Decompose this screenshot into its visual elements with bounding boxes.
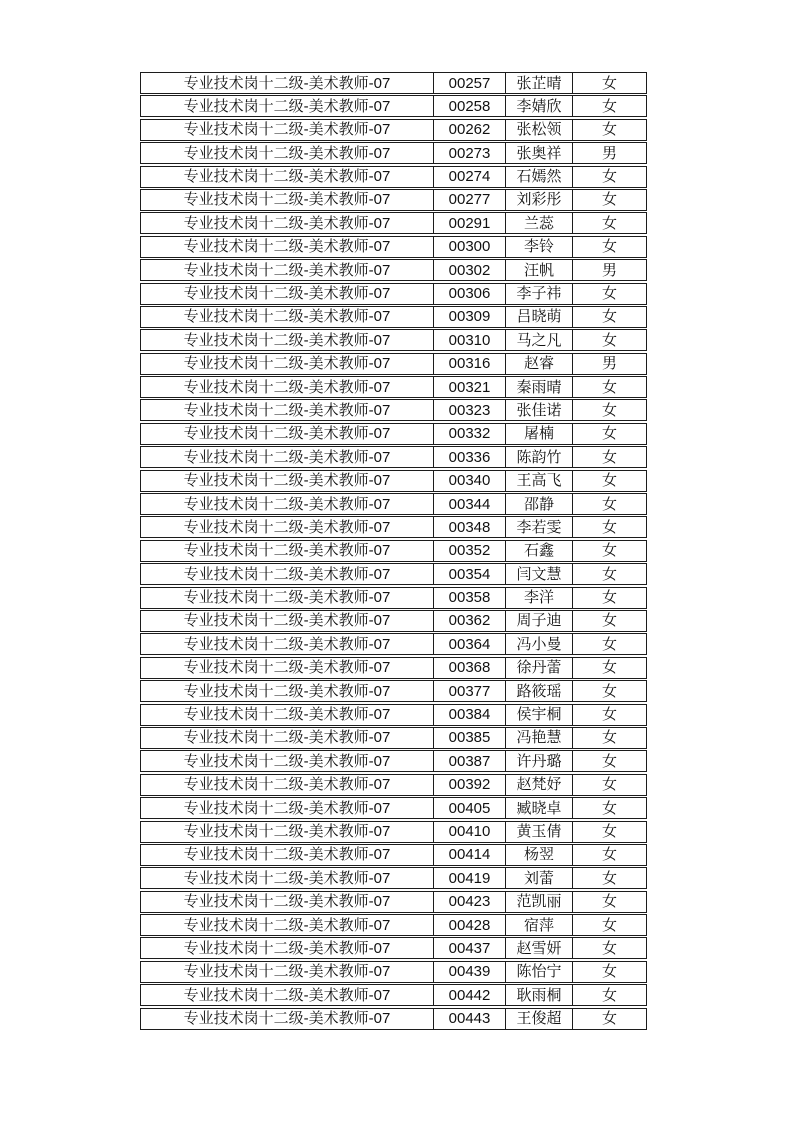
number-cell: 00385 [433, 728, 505, 748]
gender-cell: 女 [572, 751, 646, 771]
name-cell: 臧晓卓 [505, 798, 572, 818]
number-cell: 00309 [433, 307, 505, 327]
gender-cell: 女 [572, 447, 646, 467]
number-cell: 00410 [433, 822, 505, 842]
position-cell: 专业技术岗十二级-美术教师-07 [183, 495, 391, 513]
table-row [140, 727, 647, 749]
table-row [140, 399, 647, 421]
position-cell: 专业技术岗十二级-美术教师-07 [183, 612, 391, 630]
position-cell: 专业技术岗十二级-美术教师-07 [183, 238, 391, 256]
number-cell: 00277 [433, 190, 505, 210]
position-cell: 专业技术岗十二级-美术教师-07 [183, 823, 391, 840]
gender-cell: 女 [572, 494, 646, 514]
table-row [140, 259, 647, 281]
number-cell: 00323 [433, 400, 505, 420]
gender-cell: 女 [572, 892, 646, 912]
table-row [140, 1008, 647, 1030]
number-cell: 00310 [433, 330, 505, 350]
position-cell: 专业技术岗十二级-美术教师-07 [183, 401, 391, 419]
position-cell: 专业技术岗十二级-美术教师-07 [183, 518, 391, 536]
name-cell: 李婧欣 [505, 96, 572, 116]
table-row [140, 142, 647, 164]
number-cell: 00443 [433, 1009, 505, 1029]
number-cell: 00419 [433, 868, 505, 888]
table-row [140, 984, 647, 1006]
table-row [140, 306, 647, 328]
table-row [140, 844, 647, 866]
name-cell: 石鑫 [505, 541, 572, 561]
table-row [140, 212, 647, 234]
name-cell: 屠楠 [505, 424, 572, 444]
position-cell: 专业技术岗十二级-美术教师-07 [183, 752, 391, 770]
gender-cell: 女 [572, 611, 646, 631]
position-cell: 专业技术岗十二级-美术教师-07 [183, 776, 391, 794]
name-cell: 许丹璐 [505, 751, 572, 771]
number-cell: 00405 [433, 798, 505, 818]
position-cell: 专业技术岗十二级-美术教师-07 [183, 285, 391, 303]
position-cell: 专业技术岗十二级-美术教师-07 [183, 565, 391, 583]
number-cell: 00274 [433, 167, 505, 187]
number-cell: 00300 [433, 237, 505, 257]
number-cell: 00257 [433, 73, 505, 93]
position-cell: 专业技术岗十二级-美术教师-07 [183, 893, 391, 911]
table-row [140, 704, 647, 726]
table-row [140, 72, 647, 94]
gender-cell: 女 [572, 915, 646, 935]
position-cell: 专业技术岗十二级-美术教师-07 [183, 682, 391, 700]
name-cell: 陈韵竹 [505, 447, 572, 467]
gender-cell: 女 [572, 1009, 646, 1029]
position-cell: 专业技术岗十二级-美术教师-07 [183, 121, 391, 139]
number-cell: 00364 [433, 634, 505, 654]
gender-cell: 女 [572, 564, 646, 584]
gender-cell: 女 [572, 424, 646, 444]
number-cell: 00362 [433, 611, 505, 631]
name-cell: 王高飞 [505, 471, 572, 491]
gender-cell: 女 [572, 658, 646, 678]
number-cell: 00258 [433, 96, 505, 116]
gender-cell: 女 [572, 541, 646, 561]
gender-cell: 女 [572, 798, 646, 818]
gender-cell: 男 [572, 260, 646, 280]
name-cell: 宿萍 [505, 915, 572, 935]
name-cell: 耿雨桐 [505, 985, 572, 1005]
gender-cell: 女 [572, 681, 646, 701]
number-cell: 00316 [433, 354, 505, 374]
gender-cell: 女 [572, 705, 646, 725]
name-cell: 徐丹蕾 [505, 658, 572, 678]
number-cell: 00439 [433, 962, 505, 982]
position-cell: 专业技术岗十二级-美术教师-07 [183, 378, 391, 396]
gender-cell: 女 [572, 588, 646, 608]
table-row [140, 797, 647, 819]
table-row [140, 633, 647, 655]
number-cell: 00306 [433, 284, 505, 304]
name-cell: 侯宇桐 [505, 705, 572, 725]
number-cell: 00377 [433, 681, 505, 701]
position-cell: 专业技术岗十二级-美术教师-07 [183, 1010, 391, 1028]
table-row [140, 867, 647, 889]
position-cell: 专业技术岗十二级-美术教师-07 [183, 706, 391, 724]
name-cell: 张奥祥 [505, 143, 572, 163]
table-row [140, 587, 647, 609]
table-row [140, 283, 647, 305]
name-cell: 范凯丽 [505, 892, 572, 912]
table-row [140, 236, 647, 258]
table-row [140, 376, 647, 398]
number-cell: 00354 [433, 564, 505, 584]
gender-cell: 女 [572, 634, 646, 654]
gender-cell: 女 [572, 284, 646, 304]
gender-cell: 女 [572, 330, 646, 350]
name-cell: 张芷晴 [505, 73, 572, 93]
gender-cell: 女 [572, 938, 646, 958]
name-cell: 马之凡 [505, 330, 572, 350]
number-cell: 00291 [433, 213, 505, 233]
gender-cell: 女 [572, 120, 646, 140]
name-cell: 路筱瑶 [505, 681, 572, 701]
name-cell: 李铃 [505, 237, 572, 257]
name-cell: 吕晓萌 [505, 307, 572, 327]
number-cell: 00262 [433, 120, 505, 140]
position-cell: 专业技术岗十二级-美术教师-07 [183, 331, 391, 349]
name-cell: 汪帆 [505, 260, 572, 280]
name-cell: 冯艳慧 [505, 728, 572, 748]
gender-cell: 女 [572, 775, 646, 795]
name-cell: 赵梵妤 [505, 775, 572, 795]
number-cell: 00414 [433, 845, 505, 865]
table-row [140, 937, 647, 959]
name-cell: 刘蕾 [505, 868, 572, 888]
position-cell: 专业技术岗十二级-美术教师-07 [183, 799, 391, 817]
gender-cell: 女 [572, 190, 646, 210]
table-row [140, 166, 647, 188]
table-row [140, 891, 647, 913]
table-row [140, 119, 647, 141]
gender-cell: 女 [572, 96, 646, 116]
name-cell: 李子祎 [505, 284, 572, 304]
number-cell: 00428 [433, 915, 505, 935]
table-row [140, 493, 647, 515]
name-cell: 张佳诺 [505, 400, 572, 420]
number-cell: 00344 [433, 494, 505, 514]
name-cell: 冯小曼 [505, 634, 572, 654]
position-cell: 专业技术岗十二级-美术教师-07 [183, 846, 391, 864]
table-row [140, 446, 647, 468]
gender-cell: 女 [572, 517, 646, 537]
gender-cell: 女 [572, 471, 646, 491]
number-cell: 00332 [433, 424, 505, 444]
table-row [140, 774, 647, 796]
gender-cell: 女 [572, 73, 646, 93]
gender-cell: 女 [572, 167, 646, 187]
name-cell: 李洋 [505, 588, 572, 608]
number-cell: 00387 [433, 751, 505, 771]
position-cell: 专业技术岗十二级-美术教师-07 [183, 963, 391, 981]
name-cell: 刘彩彤 [505, 190, 572, 210]
number-cell: 00423 [433, 892, 505, 912]
table-row [140, 353, 647, 375]
gender-cell: 男 [572, 143, 646, 163]
roster-table [140, 72, 647, 1030]
number-cell: 00273 [433, 143, 505, 163]
table-row [140, 540, 647, 562]
gender-cell: 女 [572, 307, 646, 327]
position-cell: 专业技术岗十二级-美术教师-07 [183, 144, 391, 162]
number-cell: 00384 [433, 705, 505, 725]
gender-cell: 女 [572, 213, 646, 233]
position-cell: 专业技术岗十二级-美术教师-07 [183, 425, 391, 443]
position-cell: 专业技术岗十二级-美术教师-07 [183, 168, 391, 186]
name-cell: 李若雯 [505, 517, 572, 537]
gender-cell: 女 [572, 962, 646, 982]
gender-cell: 男 [572, 354, 646, 374]
name-cell: 周子迪 [505, 611, 572, 631]
name-cell: 赵雪妍 [505, 938, 572, 958]
name-cell: 兰蕊 [505, 213, 572, 233]
position-cell: 专业技术岗十二级-美术教师-07 [183, 542, 391, 560]
gender-cell: 女 [572, 400, 646, 420]
gender-cell: 女 [572, 237, 646, 257]
number-cell: 00352 [433, 541, 505, 561]
gender-cell: 女 [572, 728, 646, 748]
name-cell: 赵睿 [505, 354, 572, 374]
position-cell: 专业技术岗十二级-美术教师-07 [183, 659, 391, 677]
position-cell: 专业技术岗十二级-美术教师-07 [183, 355, 391, 373]
name-cell: 张松领 [505, 120, 572, 140]
table-row [140, 610, 647, 632]
table-row [140, 657, 647, 679]
position-cell: 专业技术岗十二级-美术教师-07 [183, 729, 391, 747]
number-cell: 00392 [433, 775, 505, 795]
table-row [140, 750, 647, 772]
name-cell: 杨翌 [505, 845, 572, 865]
name-cell: 陈怡宁 [505, 962, 572, 982]
table-row [140, 95, 647, 117]
number-cell: 00340 [433, 471, 505, 491]
table-row [140, 914, 647, 936]
name-cell: 邵静 [505, 494, 572, 514]
position-cell: 专业技术岗十二级-美术教师-07 [183, 986, 391, 1004]
table-row [140, 821, 647, 843]
position-cell: 专业技术岗十二级-美术教师-07 [183, 261, 391, 279]
number-cell: 00368 [433, 658, 505, 678]
number-cell: 00348 [433, 517, 505, 537]
number-cell: 00336 [433, 447, 505, 467]
name-cell: 秦雨晴 [505, 377, 572, 397]
name-cell: 王俊超 [505, 1009, 572, 1029]
gender-cell: 女 [572, 845, 646, 865]
number-cell: 00358 [433, 588, 505, 608]
name-cell: 石嫣然 [505, 167, 572, 187]
position-cell: 专业技术岗十二级-美术教师-07 [183, 635, 391, 653]
position-cell: 专业技术岗十二级-美术教师-07 [183, 472, 391, 490]
gender-cell: 女 [572, 985, 646, 1005]
table-row [140, 189, 647, 211]
position-cell: 专业技术岗十二级-美术教师-07 [183, 191, 391, 209]
name-cell: 黄玉倩 [505, 822, 572, 842]
position-cell: 专业技术岗十二级-美术教师-07 [183, 916, 391, 934]
number-cell: 00302 [433, 260, 505, 280]
table-row [140, 516, 647, 538]
number-cell: 00437 [433, 938, 505, 958]
name-cell: 闫文慧 [505, 564, 572, 584]
position-cell: 专业技术岗十二级-美术教师-07 [183, 214, 391, 232]
table-row [140, 680, 647, 702]
position-cell: 专业技术岗十二级-美术教师-07 [183, 97, 391, 115]
table-row [140, 470, 647, 492]
position-cell: 专业技术岗十二级-美术教师-07 [183, 308, 391, 326]
number-cell: 00442 [433, 985, 505, 1005]
table-row [140, 563, 647, 585]
position-cell: 专业技术岗十二级-美术教师-07 [183, 939, 391, 957]
gender-cell: 女 [572, 822, 646, 842]
position-cell: 专业技术岗十二级-美术教师-07 [183, 589, 391, 607]
position-cell: 专业技术岗十二级-美术教师-07 [183, 448, 391, 466]
gender-cell: 女 [572, 377, 646, 397]
position-cell: 专业技术岗十二级-美术教师-07 [183, 869, 391, 887]
table-row [140, 961, 647, 983]
gender-cell: 女 [572, 868, 646, 888]
table-row [140, 423, 647, 445]
number-cell: 00321 [433, 377, 505, 397]
table-row [140, 329, 647, 351]
position-cell: 专业技术岗十二级-美术教师-07 [183, 74, 391, 92]
